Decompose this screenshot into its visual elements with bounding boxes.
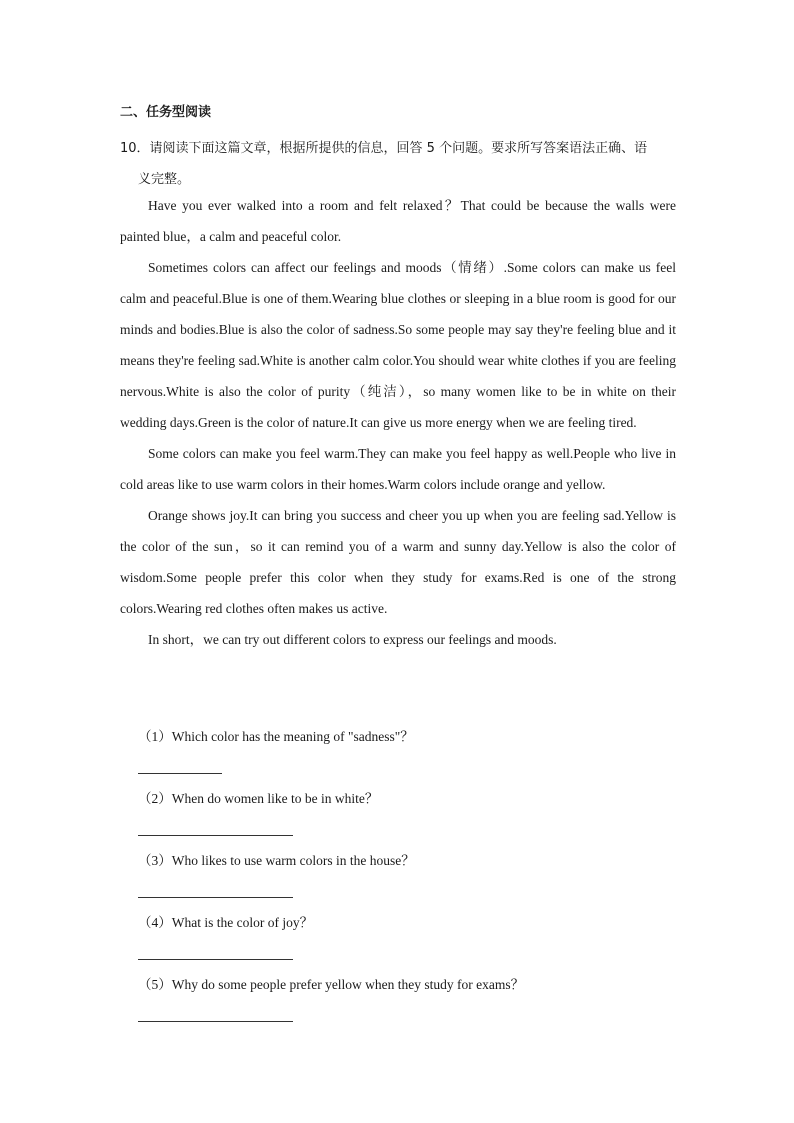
question-item (138, 907, 678, 969)
question-item (138, 783, 678, 845)
answer-blank[interactable] (138, 959, 293, 960)
question-text: （4）What is the color of joy？ (138, 915, 314, 930)
answer-blank[interactable] (138, 773, 222, 774)
passage-paragraph: Some colors can make you feel warm.They can make you feel happy as well.People who live in cold areas like to use warm colors in their homes.Warm colors include orange and yellow. (120, 446, 676, 492)
question-number: 10． (120, 141, 150, 156)
question-item (138, 845, 678, 907)
question-item (138, 969, 678, 1031)
passage-paragraph: Sometimes colors can affect our feelings and moods（情绪）.Some colors can make us feel calm and peaceful.Blue is one of them.Wearing blue clothes or sleeping in a blue room is good for our minds and bodies.Blue is also the color of sadness.So some people may say they're feeling blue and it means they're feeling sad.White is another calm color.You should wear white clothes if you are feeling nervous.White is also the color of purity（纯洁），so many women like to be in white on their wedding days.Green is the color of nature.It can give us more energy when we are feeling tired. (120, 260, 676, 430)
passage-paragraph: In short，we can try out different colors to express our feelings and moods. (148, 632, 557, 647)
answer-blank[interactable] (138, 897, 293, 898)
answer-blank[interactable] (138, 1021, 293, 1022)
question-text: （3）Who likes to use warm colors in the house？ (138, 853, 415, 868)
reading-passage (120, 190, 676, 655)
section-title: 二、任务型阅读 (120, 105, 212, 120)
instruction-line-2: 义完整。 (138, 172, 191, 187)
passage-paragraph: Orange shows joy.It can bring you success and cheer you up when you are feeling sad.Yellow is the color of the sun，so it can remind you of a warm and sunny day.Yellow is also the color of wisdom.Some people prefer this color when they study for exams.Red is one of the strong colors.Wearing red clothes often makes us active. (120, 508, 676, 616)
passage-paragraph: Have you ever walked into a room and felt relaxed？That could be because the walls were painted blue，a calm and peaceful color. (120, 198, 676, 244)
question-text: （2）When do women like to be in white？ (138, 791, 379, 806)
question-text: （5）Why do some people prefer yellow when they study for exams？ (138, 977, 525, 992)
answer-blank[interactable] (138, 835, 293, 836)
question-list (138, 721, 678, 1031)
question-instructions (120, 133, 676, 195)
question-item (138, 721, 678, 783)
question-text: （1）Which color has the meaning of "sadness"？ (138, 729, 414, 744)
instruction-line-1: 请阅读下面这篇文章，根据所提供的信息，回答 5 个问题。要求所写答案语法正确、语 (149, 141, 648, 156)
